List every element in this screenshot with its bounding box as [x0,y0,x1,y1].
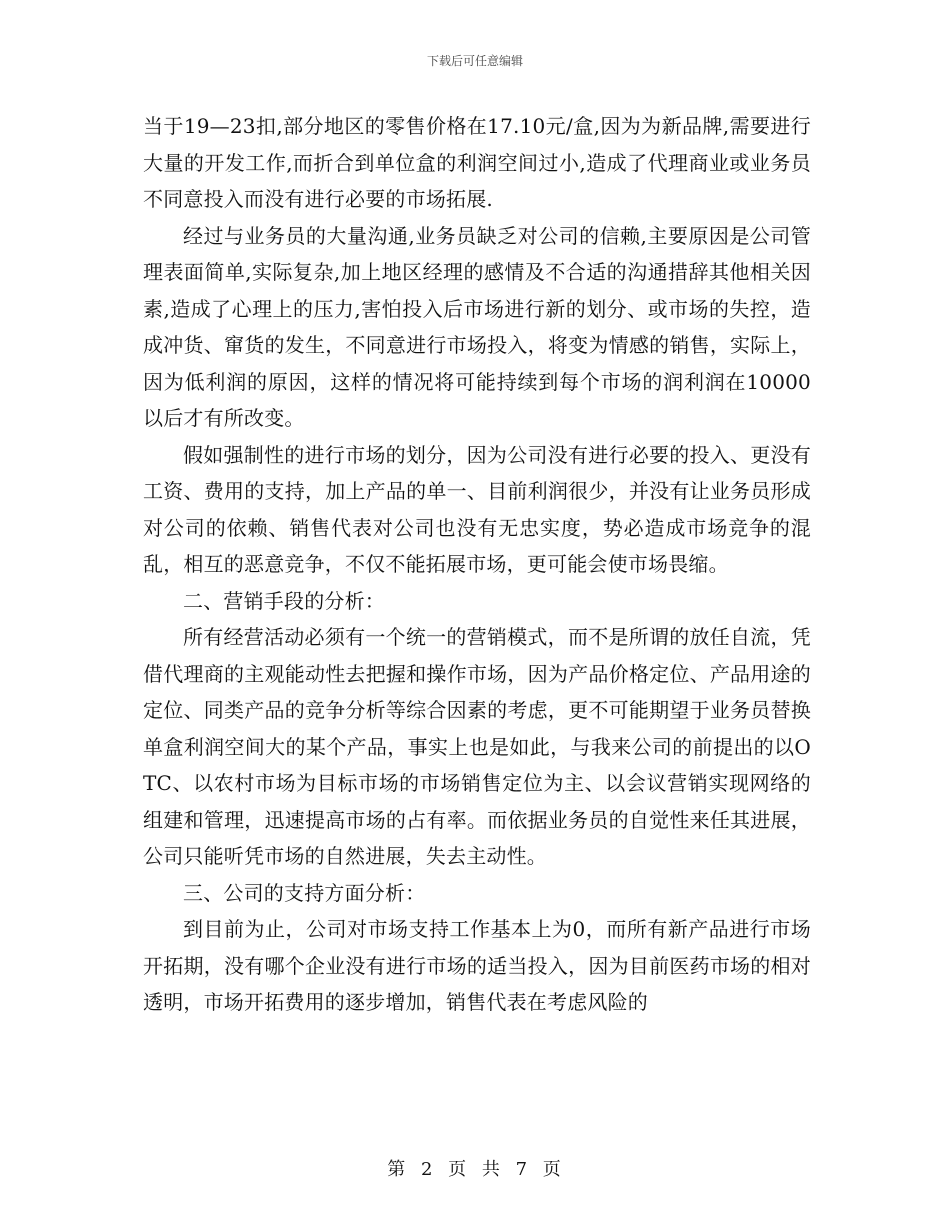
paragraph-7: 到目前为止，公司对市场支持工作基本上为0，而所有新产品进行市场开拓期，没有哪个企业没有进行市场的适当投入，因为目前医药市场的相对透明，市场开拓费用的逐步增加，销售代表在考虑风险的 [143,917,811,1014]
paragraph-3: 假如强制性的进行市场的划分，因为公司没有进行必要的投入、更没有工资、费用的支持，加上产品的单一、目前利润很少，并没有让业务员形成对公司的依赖、销售代表对公司也没有无忠实度，势必造成市场竞争的混乱，相互的恶意竞争，不仅不能拓展市场，更可能会使市场畏缩。 [143,442,811,576]
paragraph-5: 所有经营活动必须有一个统一的营销模式，而不是所谓的放任自流，凭借代理商的主观能动性去把握和操作市场，因为产品价格定位、产品用途的定位、同类产品的竞争分析等综合因素的考虑，更不可能期望于业务员替换单盒利润空间大的某个产品，事实上也是如此，与我来公司的前提出的以OTC、以农村市场为目标市场的市场销售定位为主、以会议营销实现网络的组建和管理，迅速提高市场的占有率。而依据业务员的自觉性来任其进展，公司只能听凭市场的自然进展，失去主动性。 [143,625,811,868]
page-number: 第 2 页 共 7 页 [387,1159,563,1180]
section-heading-marketing: 二、营销手段的分析： [183,588,385,613]
page-header-note: 下载后可任意编辑 [426,54,523,68]
paragraph-2: 经过与业务员的大量沟通,业务员缺乏对公司的信赖,主要原因是公司管理表面简单,实际复杂,加上地区经理的感情及不合适的沟通措辞其他相关因素,造成了心理上的压力,害怕投入后市场进行新的划分、或市场的失控，造成冲货、窜货的发生，不同意进行市场投入，将变为情感的销售，实际上，因为低利润的原因，这样的情况将可能持续到每个市场的润利润在10000以后才有所改变。 [143,223,811,430]
document-body [143,108,811,1021]
paragraph-1: 当于19—23扣,部分地区的零售价格在17.10元/盒,因为为新品牌,需要进行大量的开发工作,而折合到单位盒的利润空间过小,造成了代理商业或业务员不同意投入而没有进行必要的市场拓展. [143,114,811,211]
section-heading-support: 三、公司的支持方面分析： [183,880,426,905]
